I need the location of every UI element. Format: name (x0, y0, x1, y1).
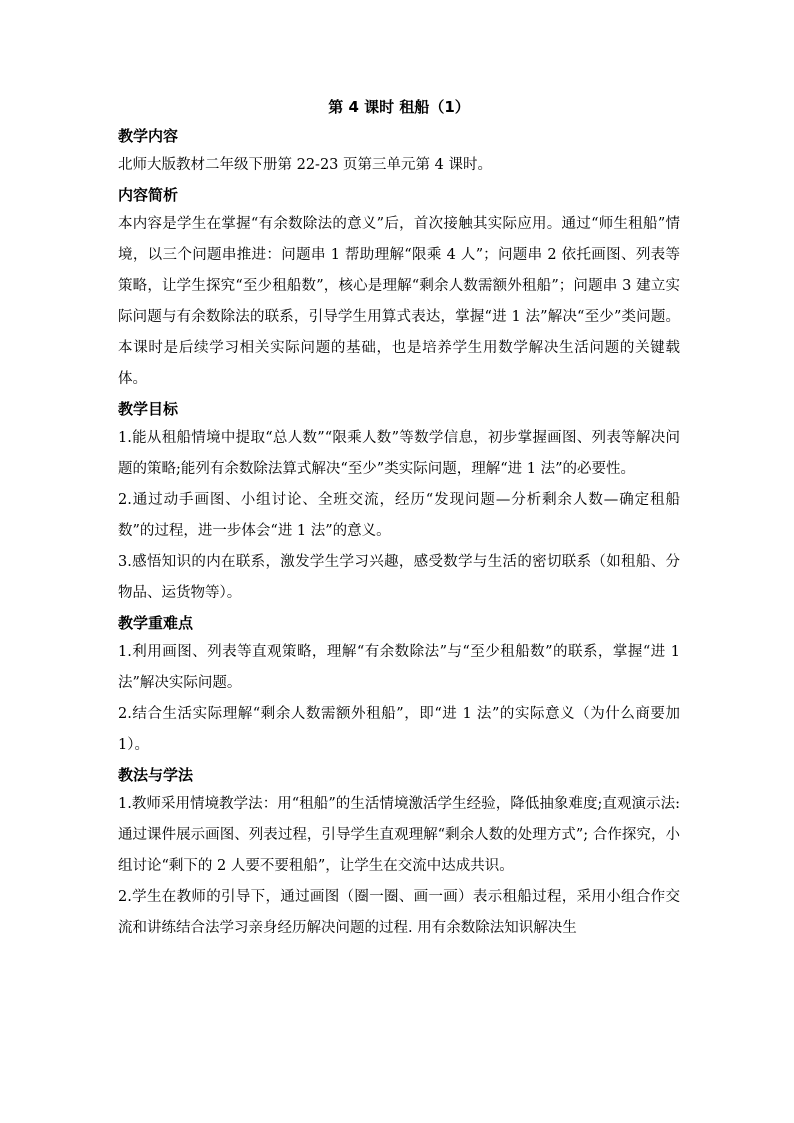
goal-item-3: 3.感悟知识的内在联系，激发学生学习兴趣，感受数学与生活的密切联系（如租船、分物品、运货物等）。 (118, 554, 680, 601)
section-heading-methods: 教法与学法 (118, 766, 194, 784)
section-heading-key-points: 教学重难点 (118, 614, 194, 632)
analysis-paragraph: 本内容是学生在掌握“有余数除法的意义”后，首次接触其实际应用。通过“师生租船”情境，以三个问题串推进：问题串 1 帮助理解“限乘 4 人”；问题串 2 依托画图、列表等策略，让学生探究“至少租船数”，核心是理解“剩余人数需额外租船”；问题串 3 建立实际问题与有余数除法的联系，引导学生用算式表达，掌握“进 1 法”解决“至少”类问题。本课时是后续学习相关实际问题的基础，也是培养学生用数学解决生活问题的关键载体。 (118, 216, 680, 387)
page-title: 第 4 课时 租船（1） (328, 98, 470, 116)
method-item-2: 2.学生在教师的引导下，通过画图（圈一圈、画一画）表示租船过程，采用小组合作交流和讲练结合法学习亲身经历解决问题的过程. 用有余数除法知识解决生 (118, 889, 680, 936)
goal-item-2: 2.通过动手画图、小组讨论、全班交流，经历“发现问题—分析剩余人数—确定租船数”的过程，进一步体会“进 1 法”的意义。 (118, 492, 680, 539)
method-item-1: 1.教师采用情境教学法：用“租船”的生活情境激活学生经验，降低抽象难度;直观演示法: 通过课件展示画图、列表过程，引导学生直观理解“剩余人数的处理方式”; 合作探究，小组讨论“剩下的 2 人要不要租船”，让学生在交流中达成共识。 (118, 796, 680, 874)
key-point-item-2: 2.结合生活实际理解“剩余人数需额外租船”，即“进 1 法”的实际意义（为什么商要加 1）。 (118, 706, 680, 753)
section-heading-content: 教学内容 (118, 127, 179, 145)
key-point-item-1: 1.利用画图、列表等直观策略，理解“有余数除法”与“至少租船数”的联系，掌握“进 1 法”解决实际问题。 (118, 644, 680, 691)
section-heading-analysis: 内容简析 (118, 186, 179, 204)
document-page (118, 96, 680, 944)
content-paragraph: 北师大版教材二年级下册第 22-23 页第三单元第 4 课时。 (118, 157, 492, 173)
section-heading-goals: 教学目标 (118, 400, 179, 418)
goal-item-1: 1.能从租船情境中提取“总人数”“限乘人数”等数学信息，初步掌握画图、列表等解决问题的策略;能列有余数除法算式解决“至少”类实际问题，理解“进 1 法”的必要性。 (118, 430, 680, 477)
